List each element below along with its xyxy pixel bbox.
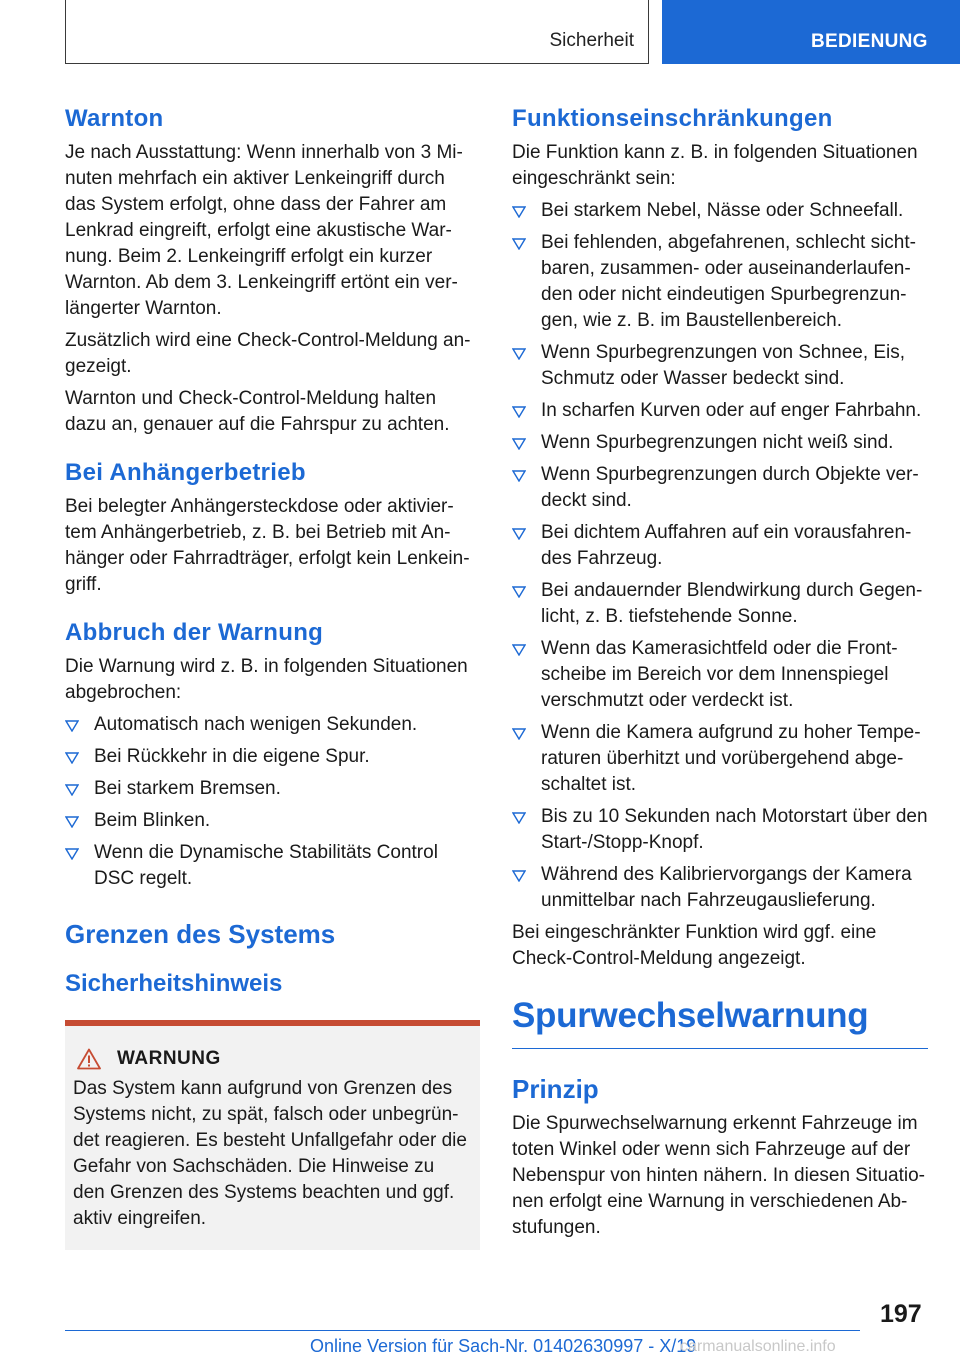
warnton-paragraph-2: Zusätzlich wird eine Check-Control-Meldung an-gezeigt. (65, 330, 471, 377)
list-item: Bei fehlenden, abgefahrenen, schlecht sicht-baren, zusammen- oder auseinanderlaufen-den oder nicht eindeutigen Spurbegrenzun-gen, wie z. B. im Baustellenbereich. (512, 230, 928, 334)
page-number: 197 (880, 1300, 922, 1328)
triangle-bullet-icon (512, 348, 526, 360)
triangle-bullet-icon (512, 586, 526, 598)
prinzip-paragraph: Die Spurwechselwarnung erkennt Fahrzeuge im toten Winkel oder wenn sich Fahrzeuge auf der Nebenspur von hinten nähern. In diesen Situatio-nen erfolgt eine Warnung in verschiedenen Ab-stufungen. (512, 1113, 925, 1238)
triangle-bullet-icon (512, 728, 526, 740)
triangle-bullet-icon (65, 720, 79, 732)
header-tab[interactable] (662, 0, 960, 64)
abbruch-heading: Abbruch der Warnung (65, 619, 324, 646)
list-item: Automatisch nach wenigen Sekunden. (65, 712, 480, 738)
list-item: Bei starkem Nebel, Nässe oder Schneefall. (512, 198, 928, 224)
triangle-bullet-icon (512, 528, 526, 540)
funktionseinschraenkungen-after: Bei eingeschränkter Funktion wird ggf. eine Check-Control-Meldung angezeigt. (512, 922, 877, 969)
list-item: Wenn Spurbegrenzungen nicht weiß sind. (512, 430, 928, 456)
triangle-bullet-icon (512, 812, 526, 824)
list-item: Bei Rückkehr in die eigene Spur. (65, 744, 480, 770)
warning-header (73, 1048, 468, 1070)
prinzip-heading: Prinzip (512, 1074, 599, 1104)
funktionseinschraenkungen-list (512, 198, 928, 914)
footer-text: Online Version für Sach-Nr. 01402630997 - X/19 (310, 1336, 697, 1356)
spurwechselwarnung-heading: Spurwechselwarnung (512, 994, 928, 1049)
list-item: Bei starkem Bremsen. (65, 776, 480, 802)
triangle-bullet-icon (512, 870, 526, 882)
abbruch-list (65, 712, 480, 892)
triangle-bullet-icon (512, 406, 526, 418)
left-column (65, 100, 480, 1250)
anhaengerbetrieb-paragraph: Bei belegter Anhängersteckdose oder aktivier-tem Anhängerbetrieb, z. B. bei Betrieb mit An-hänger oder Fahrradträger, erfolgt kein Lenkein-griff. (65, 496, 470, 595)
triangle-bullet-icon (65, 816, 79, 828)
anhaengerbetrieb-heading: Bei Anhängerbetrieb (65, 459, 306, 486)
warnton-paragraph-3: Warnton und Check-Control-Meldung halten dazu an, genauer auf die Fahrspur zu achten. (65, 388, 450, 435)
funktionseinschraenkungen-paragraph: Die Funktion kann z. B. in folgenden Situationen eingeschränkt sein: (512, 142, 918, 189)
triangle-bullet-icon (512, 438, 526, 450)
warning-triangle-icon (77, 1048, 101, 1070)
watermark: carmanualsonline.info (680, 1338, 836, 1355)
grenzen-heading: Grenzen des Systems (65, 919, 336, 949)
list-item: Wenn die Dynamische Stabilitäts Control DSC regelt. (65, 840, 480, 892)
sicherheitshinweis-heading: Sicherheitshinweis (65, 970, 283, 997)
header-section-box (65, 0, 649, 64)
warnton-heading: Warnton (65, 105, 164, 132)
triangle-bullet-icon (65, 848, 79, 860)
triangle-bullet-icon (512, 644, 526, 656)
triangle-bullet-icon (65, 784, 79, 796)
warning-label: WARNUNG (117, 1048, 221, 1069)
list-item: Wenn Spurbegrenzungen durch Objekte ver-deckt sind. (512, 462, 928, 514)
list-item: Während des Kalibriervorgangs der Kamera unmittelbar nach Fahrzeugauslieferung. (512, 862, 928, 914)
list-item: Beim Blinken. (65, 808, 480, 834)
header-section-title: Sicherheit (549, 30, 634, 51)
list-item: Wenn die Kamera aufgrund zu hoher Tempe-raturen überhitzt und vorübergehend abge-schaltet ist. (512, 720, 928, 798)
right-column (512, 100, 928, 1241)
triangle-bullet-icon (512, 470, 526, 482)
warnton-paragraph-1: Je nach Ausstattung: Wenn innerhalb von 3 Mi-nuten mehrfach ein aktiver Lenkeingriff durch das System erfolgt, ohne dass der Fahrer am Lenkrad eingreift, erfolgt eine akustische War-nung. Beim 2. Lenkeingriff erfolgt ein kurzer Warnton. Ab dem 3. Lenkeingriff ertönt ein ver-längerter Warnton. (65, 142, 463, 319)
list-item: In scharfen Kurven oder auf enger Fahrbahn. (512, 398, 928, 424)
warning-text: Das System kann aufgrund von Grenzen des Systems nicht, zu spät, falsch oder unbegrün-det reagieren. Es besteht Unfallgefahr oder die Gefahr von Sachschäden. Die Hinweise zu den Grenzen des Systems beachten und ggf. aktiv eingreifen. (73, 1078, 467, 1229)
list-item: Bei andauernder Blendwirkung durch Gegen-licht, z. B. tiefstehende Sonne. (512, 578, 928, 630)
warning-box (65, 1020, 480, 1250)
header-tab-label: BEDIENUNG (811, 31, 928, 52)
footer-divider (65, 1330, 860, 1331)
list-item: Wenn das Kamerasichtfeld oder die Front-scheibe im Bereich vor dem Innenspiegel verschmutzt oder verdeckt ist. (512, 636, 928, 714)
funktionseinschraenkungen-heading: Funktionseinschränkungen (512, 105, 833, 132)
list-item: Bis zu 10 Sekunden nach Motorstart über den Start-/Stopp-Knopf. (512, 804, 928, 856)
triangle-bullet-icon (512, 238, 526, 250)
triangle-bullet-icon (512, 206, 526, 218)
list-item: Wenn Spurbegrenzungen von Schnee, Eis, Schmutz oder Wasser bedeckt sind. (512, 340, 928, 392)
list-item: Bei dichtem Auffahren auf ein vorausfahren-des Fahrzeug. (512, 520, 928, 572)
triangle-bullet-icon (65, 752, 79, 764)
abbruch-paragraph: Die Warnung wird z. B. in folgenden Situationen abgebrochen: (65, 656, 468, 703)
